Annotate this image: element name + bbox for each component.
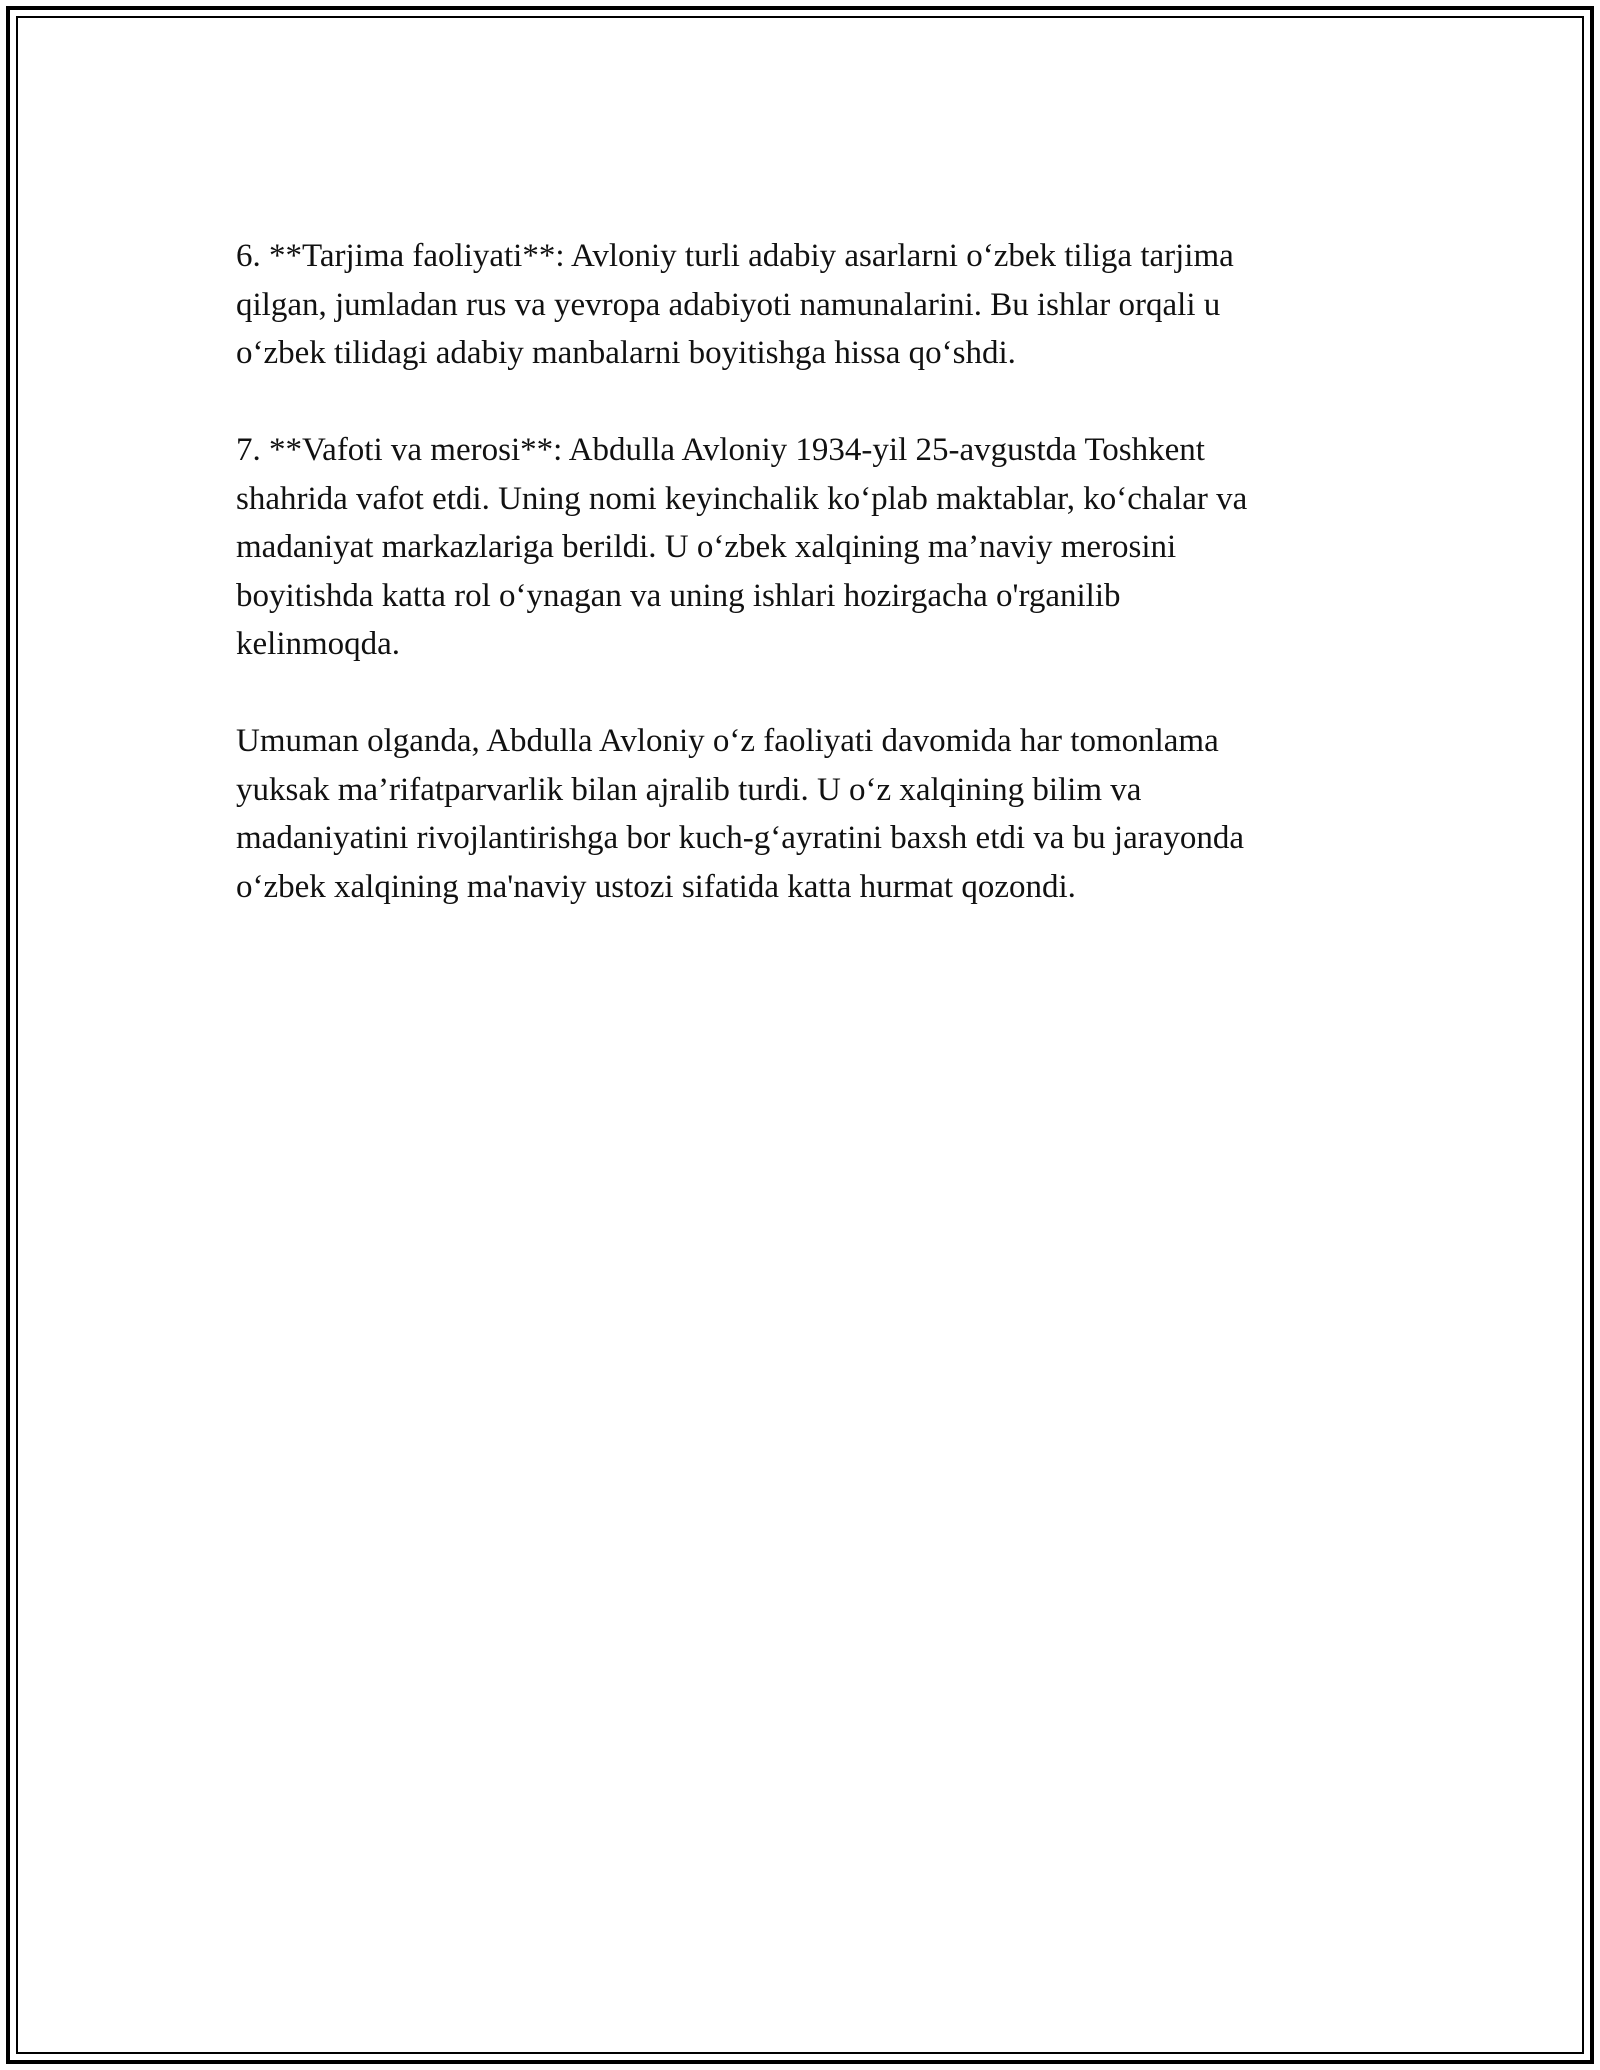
paragraph-death-and-legacy: 7. **Vafoti va merosi**: Abdulla Avloniy 1934-yil 25-avgustda Toshkent shahrida vafot etdi. Uning nomi keyinchalik ko‘plab maktablar, ko‘chalar va madaniyat markazlariga berildi. U o‘zbek xalqining ma’naviy merosini boyitishda katta rol o‘ynagan va uning ishlari hozirgacha o'rganilib kelinmoqda. <box>236 432 1248 662</box>
paragraph-conclusion: Umuman olganda, Abdulla Avloniy o‘z faoliyati davomida har tomonlama yuksak ma’rifatparvarlik bilan ajralib turdi. U o‘z xalqining bilim va madaniyatini rivojlantirishga bor kuch-g‘ayratini baxsh etdi va bu jarayonda o‘zbek xalqining ma'naviy ustozi sifatida katta hurmat qozondi. <box>236 723 1245 905</box>
document-body <box>236 232 1396 960</box>
paragraph-translation-activity: 6. **Tarjima faoliyati**: Avloniy turli adabiy asarlarni o‘zbek tiliga tarjima qilgan, jumladan rus va yevropa adabiyoti namunalarini. Bu ishlar orqali u o‘zbek tilidagi adabiy manbalarni boyitishga hissa qo‘shdi. <box>236 238 1234 371</box>
